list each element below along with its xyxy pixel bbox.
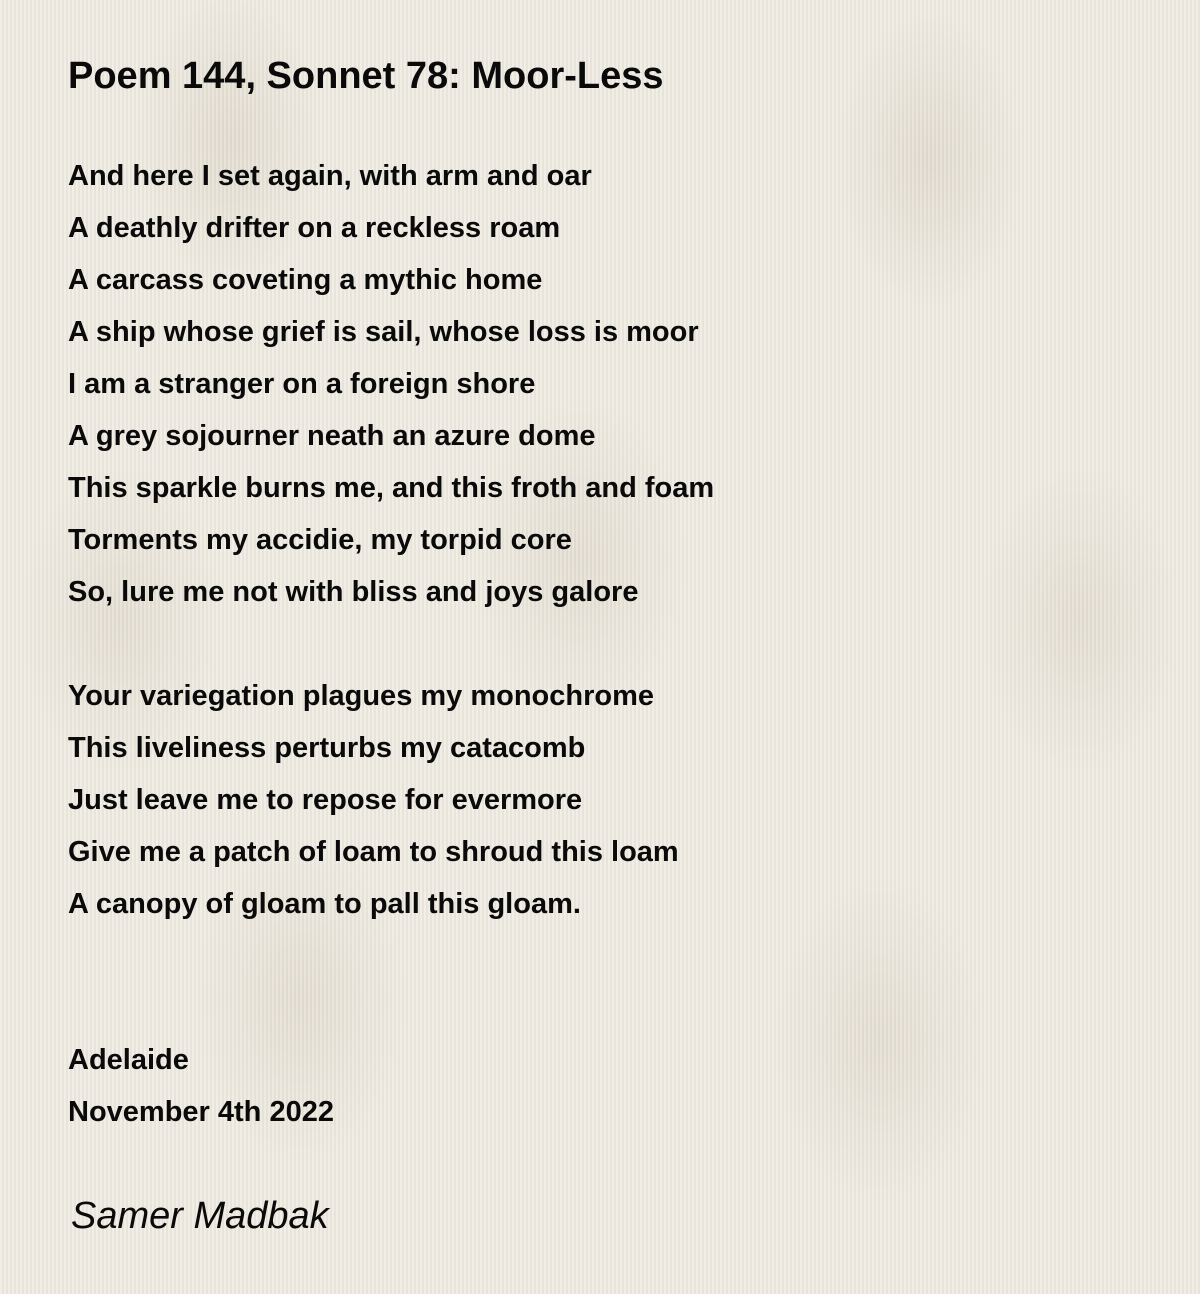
poem-body [68, 150, 714, 1242]
poem-line: This sparkle burns me, and this froth and foam [68, 472, 715, 504]
poem-header [68, 52, 664, 100]
poem-line: A canopy of gloam to pall this gloam. [68, 888, 581, 920]
poem-line: Give me a patch of loam to shroud this loam [68, 836, 679, 868]
poem-author: Samer Madbak [71, 1195, 329, 1237]
poem-line: This liveliness perturbs my catacomb [68, 732, 586, 764]
poem-line: And here I set again, with arm and oar [68, 160, 592, 192]
poem-line: A grey sojourner neath an azure dome [68, 420, 596, 452]
stanza-2 [68, 670, 714, 930]
poem-line: So, lure me not with bliss and joys galore [68, 576, 639, 608]
meta-spacer [68, 930, 714, 1034]
poem-line: A carcass coveting a mythic home [68, 264, 543, 296]
poem-date: November 4th 2022 [68, 1096, 334, 1128]
poem-line: Just leave me to repose for evermore [68, 784, 583, 816]
stanza-1 [68, 150, 714, 618]
poem-title: Poem 144, Sonnet 78: Moor-Less [68, 55, 664, 97]
poem-line: A deathly drifter on a reckless roam [68, 212, 561, 244]
stanza-spacer [68, 618, 714, 670]
poem-line: Your variegation plagues my monochrome [68, 680, 655, 712]
poem-place: Adelaide [68, 1044, 189, 1076]
poem-line: I am a stranger on a foreign shore [68, 368, 536, 400]
signature-spacer [68, 1138, 714, 1190]
poem-line: A ship whose grief is sail, whose loss is moor [68, 316, 699, 348]
poem-line: Torments my accidie, my torpid core [68, 524, 572, 556]
